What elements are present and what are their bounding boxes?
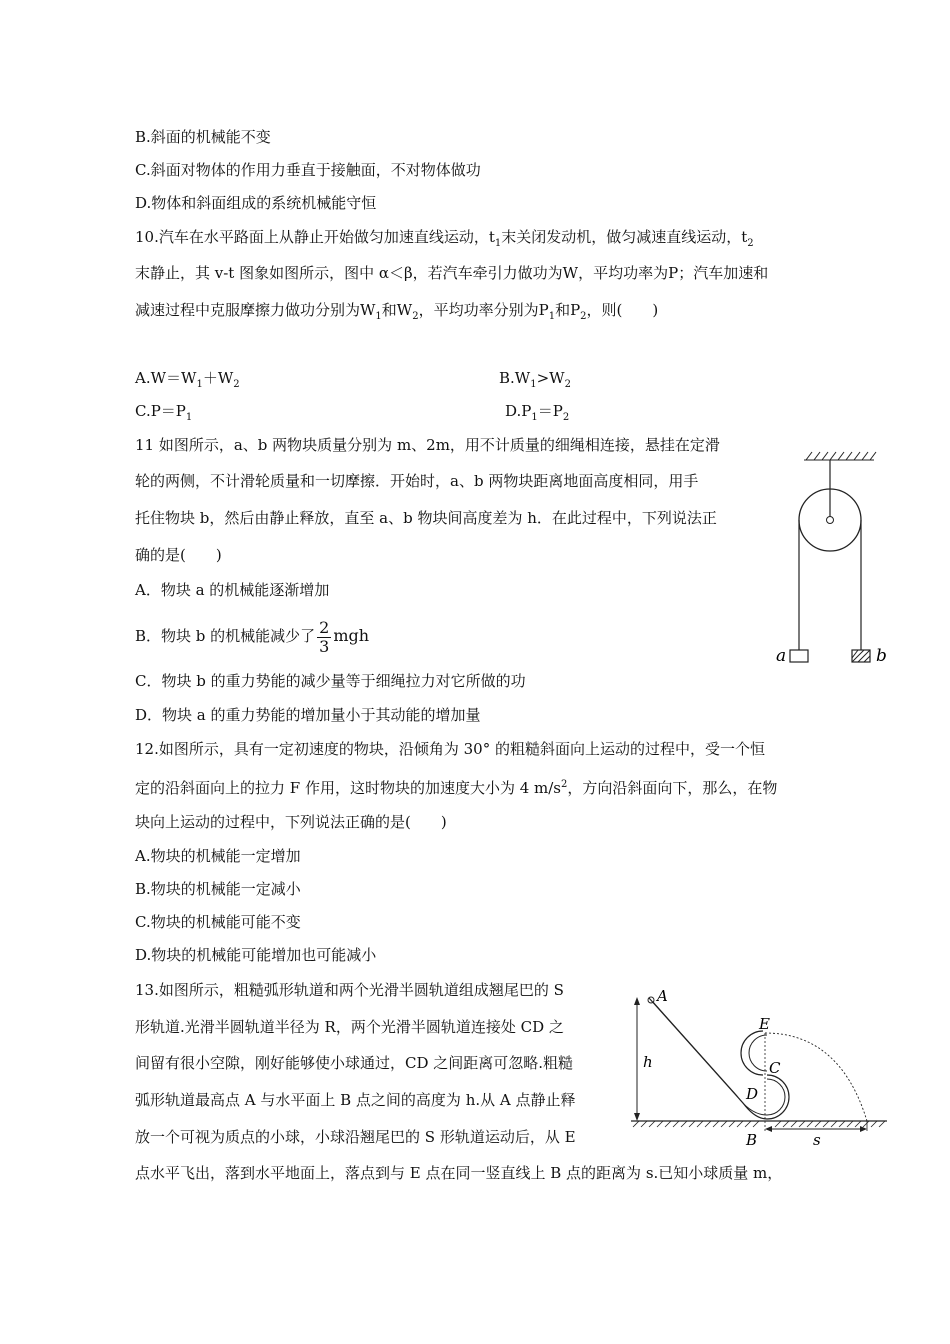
subscript: 1 [494,238,502,249]
q10-option-b [499,368,571,395]
q11-option-b [135,614,369,658]
label-E: E [759,1015,770,1033]
q11-stem-line-4: 确的是( ) [135,546,222,564]
lower-semicircle-outer [767,1075,789,1119]
q12-stem-line-3: 块向上运动的过程中，下列说法正确的是( ) [135,813,447,831]
q12-stem-line-1: 12.如图所示，具有一定初速度的物块，沿倾角为 30° 的粗糙斜面向上运动的过程中，受一个恒 [135,740,765,758]
subscript: 1 [531,412,538,423]
label-b: b [876,646,887,666]
q10-text: 和W [381,301,413,319]
q10-option-text: B.W [499,369,531,387]
subscript: 2 [564,379,571,390]
q12-option-d: D.物块的机械能可能增加也可能减小 [135,946,377,964]
q10-option-text: >W [536,369,565,387]
q13-stem-line-5: 放一个可视为质点的小球，小球沿翘尾巴的 S 形轨道运动后，从 E [135,1128,576,1146]
q11-option-a: A．物块 a 的机械能逐渐增加 [135,581,330,599]
q9-option-d: D.物体和斜面组成的系统机械能守恒 [135,194,377,212]
q11-stem-line-3: 托住物块 b，然后由静止释放，直至 a、b 物块间高度差为 h．在此过程中，下列说法正 [135,509,717,527]
q13-stem-line-2: 形轨道.光滑半圆轨道半径为 R，两个光滑半圆轨道连接处 CD 之 [135,1018,564,1036]
q10-text: ，平均功率分别为P [418,301,549,319]
q13-stem-line-4: 弧形轨道最高点 A 与水平面上 B 点之间的高度为 h.从 A 点静止释 [135,1091,576,1109]
q13-stem-line-6: 点水平飞出，落到水平地面上，落点到与 E 点在同一竖直线上 B 点的距离为 s.已知小球质量 m， [135,1164,783,1182]
q13-stem-line-3: 间留有很小空隙，刚好能够使小球通过，CD 之间距离可忽略.粗糙 [135,1054,574,1072]
ground-hatching [633,1121,885,1127]
q11-option-text: mgh [333,626,370,645]
distance-arrow-head-left [765,1126,772,1132]
height-arrow-head-bottom [634,1113,640,1121]
q10-text: 和P [555,301,581,319]
subscript: 2 [562,412,570,423]
q10-stem-line-3 [135,300,658,327]
q10-option-text: D.P [505,402,532,420]
q10-text: 末关闭发动机，做匀减速直线运动，t [501,228,748,246]
q12-option-c: C.物块的机械能可能不变 [135,913,301,931]
q10-stem-line-1 [135,227,754,254]
q12-option-b: B.物块的机械能一定减小 [135,880,301,898]
label-h: h [643,1053,653,1071]
fraction [317,619,331,656]
subscript: 2 [412,311,419,322]
q10-option-c [135,401,192,428]
ceiling-hatching [804,452,876,460]
superscript: 2 [561,779,568,790]
q10-option-text: ＝P [537,402,563,420]
q12-text: 定的沿斜面向上的拉力 F 作用，这时物块的加速度大小为 4 m/s [135,779,562,797]
pulley-figure [770,448,900,678]
q10-option-d [505,401,569,428]
label-A: A [657,987,668,1005]
upper-semicircle-inner [749,1035,767,1071]
q10-option-text: C.P＝P [135,402,186,420]
q11-option-text: B．物块 b 的机械能减少了 [135,627,316,645]
subscript: 2 [233,379,240,390]
q12-stem-line-2 [135,775,777,798]
label-C: C [769,1059,781,1077]
q13-stem-line-1: 13.如图所示，粗糙弧形轨道和两个光滑半圆轨道组成翘尾巴的 S [135,981,564,999]
q10-text: ，则( ) [586,301,659,319]
height-arrow-head-top [634,997,640,1005]
upper-semicircle-outer [741,1031,763,1075]
q10-option-text: A.W＝W [135,369,197,387]
label-a: a [776,646,787,666]
q12-option-a: A.物块的机械能一定增加 [135,847,301,865]
subscript: 1 [375,311,382,322]
fraction-denominator: 3 [319,636,330,656]
label-D: D [746,1085,759,1103]
block-b [852,650,870,662]
s-track-figure [625,985,900,1150]
q9-option-c: C.斜面对物体的作用力垂直于接触面，不对物体做功 [135,161,481,179]
q12-text: ，方向沿斜面向下，那么，在物 [567,779,778,797]
q11-option-d: D．物块 a 的重力势能的增加量小于其动能的增加量 [135,706,481,724]
projectile-trajectory [765,1033,867,1121]
q10-text: 减速过程中克服摩擦力做功分别为W [135,301,376,319]
fraction-numerator: 2 [319,617,330,637]
q11-option-c: C．物块 b 的重力势能的减少量等于细绳拉力对它所做的功 [135,672,526,690]
subscript: 1 [548,311,556,322]
q11-stem-line-1: 11 如图所示，a、b 两物块质量分别为 m、2m，用不计质量的细绳相连接，悬挂在定滑 [135,436,720,454]
pulley-axle [827,517,834,524]
subscript: 1 [530,379,537,390]
q10-stem-line-2: 末静止，其 v-t 图象如图所示，图中 α＜β，若汽车牵引力做功为W，平均功率为P；汽车加速和 [135,264,769,282]
q11-stem-line-2: 轮的两侧，不计滑轮质量和一切摩擦．开始时，a、b 两物块距离地面高度相同，用手 [135,472,699,490]
label-B: B [746,1131,758,1149]
subscript: 2 [580,311,587,322]
q10-option-text: ＋W [202,369,234,387]
subscript: 1 [185,412,193,423]
q10-text: 10.汽车在水平路面上从静止开始做匀加速直线运动，t [135,228,495,246]
subscript: 1 [196,379,203,390]
block-a [790,650,808,662]
label-s: s [813,1131,821,1149]
subscript: 2 [747,238,754,249]
q10-option-a [135,368,240,395]
q9-option-b: B.斜面的机械能不变 [135,128,271,146]
lower-semicircle-inner [767,1079,785,1115]
